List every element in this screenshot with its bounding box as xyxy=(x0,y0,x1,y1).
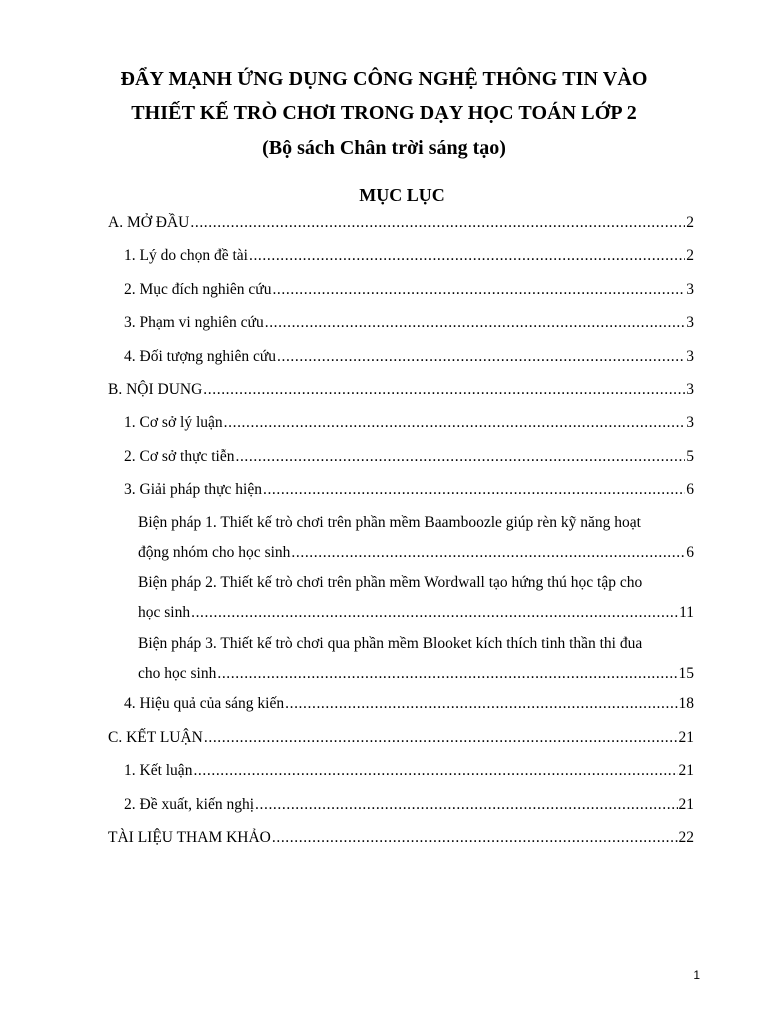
toc-leader-dots xyxy=(235,442,685,472)
toc-entry-second-line xyxy=(138,598,694,628)
toc-leader-dots xyxy=(224,408,686,438)
toc-entry-second-line xyxy=(138,538,694,568)
toc-entry-ly-do[interactable] xyxy=(124,241,694,271)
toc-entry-label-line-2: học sinh xyxy=(138,604,191,621)
toc-leader-dots xyxy=(272,823,678,853)
toc-entry-page: 15 xyxy=(678,665,694,682)
toc-entry-label-line-1: Biện pháp 1. Thiết kế trò chơi trên phần mềm Baamboozle giúp rèn kỹ năng hoạt xyxy=(138,514,641,531)
toc-entry-label-line-2: cho học sinh xyxy=(138,665,217,682)
toc-entry-page: 6 xyxy=(686,481,694,498)
toc-entry-label: 2. Mục đích nghiên cứu xyxy=(124,281,272,298)
toc-entry-doi-tuong[interactable] xyxy=(124,342,694,372)
toc-entry-page: 3 xyxy=(686,281,694,298)
toc-entry-label: B. NỘI DUNG xyxy=(108,381,203,398)
page-number: 1 xyxy=(693,968,700,982)
toc-entry-page: 21 xyxy=(678,729,694,746)
toc-entry-label: 4. Đối tượng nghiên cứu xyxy=(124,348,276,365)
toc-entry-label: 1. Kết luận xyxy=(124,762,193,779)
toc-entry-label: 2. Đề xuất, kiến nghị xyxy=(124,796,255,813)
title-block xyxy=(0,62,768,165)
toc-entry-hieu-qua[interactable] xyxy=(124,689,694,719)
toc-entry-label: TÀI LIỆU THAM KHẢO xyxy=(108,829,271,846)
toc-entry-mo-dau[interactable] xyxy=(108,208,694,238)
toc-entry-label: 1. Lý do chọn đề tài xyxy=(124,247,248,264)
toc-entry-page: 11 xyxy=(679,604,694,621)
toc-entry-label: A. MỞ ĐẦU xyxy=(108,214,190,231)
toc-entry-page: 21 xyxy=(678,796,694,813)
toc-entry-bien-phap-1[interactable] xyxy=(138,508,694,568)
toc-entry-label-line-1: Biện pháp 3. Thiết kế trò chơi qua phần mềm Blooket kích thích tinh thần thi đua xyxy=(138,635,643,652)
toc-entry-pham-vi[interactable] xyxy=(124,308,694,338)
toc-entry-page: 3 xyxy=(686,314,694,331)
toc-entry-bien-phap-3[interactable] xyxy=(138,629,694,689)
toc-entry-de-xuat[interactable] xyxy=(124,790,694,820)
toc-entry-label: 1. Cơ sở lý luận xyxy=(124,414,223,431)
toc-leader-dots xyxy=(291,538,685,568)
toc-entry-page: 3 xyxy=(686,381,694,398)
toc-leader-dots xyxy=(272,275,685,305)
toc-leader-dots xyxy=(204,723,678,753)
toc-entry-ket-luan-section[interactable] xyxy=(108,723,694,753)
toc-entry-ket-luan[interactable] xyxy=(124,756,694,786)
toc-heading: MỤC LỤC xyxy=(359,185,445,205)
toc-entry-label: 4. Hiệu quả của sáng kiến xyxy=(124,695,285,712)
toc-entry-label-line-1: Biện pháp 2. Thiết kế trò chơi trên phần mềm Wordwall tạo hứng thú học tập cho xyxy=(138,574,643,591)
toc-leader-dots xyxy=(255,790,677,820)
toc-entry-label: 3. Giải pháp thực hiện xyxy=(124,481,262,498)
toc-entry-tai-lieu[interactable] xyxy=(108,823,694,853)
toc-entry-noi-dung[interactable] xyxy=(108,375,694,405)
toc-leader-dots xyxy=(190,208,685,238)
toc-entry-label: 3. Phạm vi nghiên cứu xyxy=(124,314,264,331)
toc-leader-dots xyxy=(249,241,685,271)
toc-entry-page: 6 xyxy=(686,544,694,561)
toc-entry-page: 2 xyxy=(686,247,694,264)
toc-entry-giai-phap[interactable] xyxy=(124,475,694,505)
toc-leader-dots xyxy=(193,756,677,786)
toc-entry-page: 3 xyxy=(686,414,694,431)
toc-entry-label: C. KẾT LUẬN xyxy=(108,729,203,746)
toc-entry-bien-phap-2[interactable] xyxy=(138,568,694,628)
toc-leader-dots xyxy=(285,689,677,719)
toc-entry-page: 18 xyxy=(678,695,694,712)
toc-entry-page: 22 xyxy=(678,829,694,846)
toc-entry-page: 21 xyxy=(678,762,694,779)
toc-entry-second-line xyxy=(138,659,694,689)
toc-entry-page: 2 xyxy=(686,214,694,231)
toc-entry-label: 2. Cơ sở thực tiễn xyxy=(124,448,235,465)
document-title-line-2: THIẾT KẾ TRÒ CHƠI TRONG DẠY HỌC TOÁN LỚP 2 xyxy=(131,102,637,124)
document-title-line-1: ĐẨY MẠNH ỨNG DỤNG CÔNG NGHỆ THÔNG TIN VÀO xyxy=(120,68,648,90)
toc-entry-muc-dich[interactable] xyxy=(124,275,694,305)
toc-entry-label-line-2: động nhóm cho học sinh xyxy=(138,544,291,561)
toc-leader-dots xyxy=(203,375,685,405)
toc-leader-dots xyxy=(263,475,685,505)
toc-entry-co-so-thuc-tien[interactable] xyxy=(124,442,694,472)
toc-leader-dots xyxy=(277,342,685,372)
toc-entry-page: 3 xyxy=(686,348,694,365)
toc-entry-page: 5 xyxy=(686,448,694,465)
toc-entry-co-so-ly-luan[interactable] xyxy=(124,408,694,438)
toc-leader-dots xyxy=(191,598,678,628)
document-subtitle: (Bộ sách Chân trời sáng tạo) xyxy=(262,137,506,159)
toc-leader-dots xyxy=(265,308,686,338)
toc-leader-dots xyxy=(217,659,677,689)
